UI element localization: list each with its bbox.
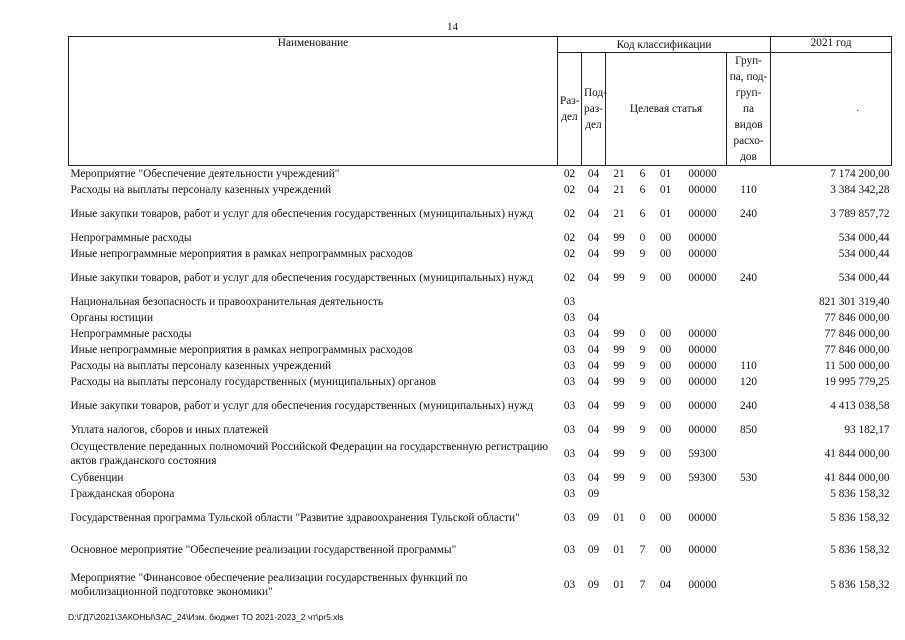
row-razdel: 02 [563, 167, 576, 180]
row-target-event: 01 [659, 183, 672, 196]
row-podrazdel: 04 [587, 375, 600, 388]
row-razdel: 03 [563, 471, 576, 484]
row-target-program: 99 [613, 247, 625, 260]
row-target-direction: 00000 [688, 578, 717, 591]
row-target-event [653, 486, 679, 502]
row-target-program: 99 [613, 231, 625, 244]
row-target-event: 00 [659, 271, 672, 284]
row-target-direction: 00000 [688, 543, 717, 556]
table-row [69, 262, 892, 294]
row-razdel: 02 [563, 207, 576, 220]
row-expense-group: 120 [740, 375, 757, 388]
row-name: Иные закупки товаров, работ и услуг для обеспечения государственных (муниципальных) нужд [70, 207, 533, 220]
row-expense-group [727, 326, 771, 342]
row-target-program: 99 [613, 375, 625, 388]
row-target-direction: 00000 [688, 511, 717, 524]
row-target-program: 99 [613, 359, 625, 372]
row-target-subprogram: 6 [639, 183, 646, 196]
row-podrazdel: 04 [587, 359, 600, 372]
row-target-subprogram: 9 [639, 471, 646, 484]
row-podrazdel: 04 [587, 423, 600, 436]
row-expense-group [727, 438, 771, 470]
row-podrazdel: 04 [587, 271, 600, 284]
table-row [69, 422, 892, 438]
table-row [69, 198, 892, 230]
row-expense-group [727, 486, 771, 502]
row-target-direction [679, 486, 727, 502]
row-target-direction: 00000 [688, 231, 717, 244]
budget-table [68, 36, 892, 604]
row-amount: 534 000,44 [838, 247, 890, 260]
row-name: Непрограммные расходы [70, 327, 192, 340]
row-expense-group [727, 534, 771, 566]
row-expense-group [727, 246, 771, 262]
header-name: Наименование [69, 37, 558, 166]
row-amount: 821 301 319,40 [818, 295, 890, 308]
row-target-direction [679, 294, 727, 310]
row-razdel: 03 [563, 578, 576, 591]
row-amount: 77 846 000,00 [824, 343, 890, 356]
row-target-direction: 00000 [688, 343, 717, 356]
row-name: Расходы на выплаты персоналу казенных учреждений [70, 183, 332, 196]
row-expense-group: 240 [740, 207, 757, 220]
row-razdel: 03 [563, 311, 576, 324]
row-razdel: 02 [563, 271, 576, 284]
row-target-direction: 00000 [688, 327, 717, 340]
row-razdel: 02 [563, 247, 576, 260]
row-target-subprogram: 9 [639, 247, 646, 260]
header-razdel: Раз- дел [558, 53, 582, 166]
row-name: Уплата налогов, сборов и иных платежей [70, 423, 269, 436]
row-razdel: 02 [563, 183, 576, 196]
row-expense-group: 240 [740, 399, 757, 412]
table-row [69, 502, 892, 534]
row-podrazdel: 04 [587, 399, 600, 412]
row-expense-group [727, 230, 771, 246]
row-target-subprogram [633, 294, 653, 310]
row-podrazdel: 04 [587, 447, 600, 460]
row-expense-group: 110 [740, 183, 757, 196]
row-name: Осуществление переданных полномочий Российской Федерации на государственную регистрацию актов гражданского состояния [70, 440, 549, 467]
row-name: Расходы на выплаты персоналу казенных учреждений [70, 359, 332, 372]
row-target-direction: 00000 [688, 399, 717, 412]
row-target-subprogram [633, 310, 653, 326]
row-name: Национальная безопасность и правоохранительная деятельность [70, 295, 384, 308]
row-podrazdel: 04 [587, 207, 600, 220]
table-row [69, 486, 892, 502]
row-expense-group: 240 [740, 271, 757, 284]
row-target-program: 99 [613, 343, 625, 356]
row-target-direction: 00000 [688, 423, 717, 436]
row-name: Иные закупки товаров, работ и услуг для обеспечения государственных (муниципальных) нужд [70, 399, 533, 412]
row-target-subprogram: 9 [639, 399, 646, 412]
header-year: 2021 год [771, 37, 892, 53]
row-target-subprogram: 9 [639, 423, 646, 436]
year-dot: . [856, 103, 860, 114]
row-amount: 7 174 200,00 [830, 167, 890, 180]
row-razdel: 03 [563, 359, 576, 372]
row-target-event: 00 [659, 399, 672, 412]
row-target-event: 00 [659, 375, 672, 388]
row-name: Мероприятие "Финансовое обеспечение реализации государственных функций по мобилизационной подготовке экономики" [70, 571, 468, 598]
row-target-event: 00 [659, 471, 672, 484]
row-target-subprogram: 0 [639, 511, 646, 524]
row-target-event: 00 [659, 247, 672, 260]
row-podrazdel: 04 [587, 311, 600, 324]
table-row [69, 166, 892, 182]
row-target-event: 00 [659, 327, 672, 340]
row-amount: 77 846 000,00 [824, 311, 890, 324]
row-podrazdel: 04 [587, 471, 600, 484]
row-expense-group [727, 166, 771, 182]
row-razdel: 03 [563, 375, 576, 388]
row-razdel: 03 [563, 423, 576, 436]
row-target-subprogram: 0 [639, 231, 646, 244]
row-amount: 3 384 342,28 [830, 183, 890, 196]
header-podrazdel: Под- раз- дел [582, 53, 606, 166]
row-podrazdel: 09 [587, 511, 600, 524]
row-amount: 77 846 000,00 [824, 327, 890, 340]
table-row [69, 310, 892, 326]
row-expense-group: 530 [740, 471, 757, 484]
row-amount: 19 995 779,25 [824, 375, 890, 388]
row-target-direction [679, 310, 727, 326]
header-target-article: Целевая статья [606, 53, 727, 166]
row-amount: 11 500 000,00 [825, 359, 890, 372]
table-row [69, 438, 892, 470]
row-target-direction: 00000 [688, 207, 717, 220]
table-row [69, 326, 892, 342]
row-target-event: 00 [659, 343, 672, 356]
row-amount: 41 844 000,00 [824, 471, 890, 484]
row-name: Непрограммные расходы [70, 231, 192, 244]
row-target-subprogram: 6 [639, 207, 646, 220]
row-target-subprogram: 9 [639, 343, 646, 356]
row-target-subprogram: 6 [639, 167, 646, 180]
row-target-program: 01 [613, 578, 625, 591]
row-target-direction: 00000 [688, 359, 717, 372]
row-target-direction: 59300 [688, 471, 717, 484]
row-target-event: 00 [659, 543, 672, 556]
row-target-event: 00 [659, 511, 672, 524]
table-row [69, 294, 892, 310]
row-target-direction: 00000 [688, 167, 717, 180]
row-podrazdel: 04 [587, 327, 600, 340]
row-expense-group [727, 342, 771, 358]
row-expense-group: 110 [740, 359, 757, 372]
header-code-classification: Код классификации [558, 37, 771, 53]
row-name: Гражданская оборона [70, 487, 175, 500]
row-amount: 5 836 158,32 [830, 487, 890, 500]
row-name: Субвенции [70, 471, 124, 484]
row-target-program: 21 [613, 183, 625, 196]
row-name: Государственная программа Тульской области "Развитие здравоохранения Тульской области" [70, 511, 520, 524]
row-target-program: 99 [613, 471, 625, 484]
row-target-direction: 00000 [688, 271, 717, 284]
row-razdel: 03 [563, 543, 576, 556]
table-row [69, 358, 892, 374]
row-target-program: 21 [613, 167, 625, 180]
row-target-event: 00 [659, 423, 672, 436]
row-target-program: 01 [613, 543, 625, 556]
row-razdel: 03 [563, 327, 576, 340]
row-target-direction: 00000 [688, 183, 717, 196]
row-target-event: 04 [659, 578, 672, 591]
row-name: Иные закупки товаров, работ и услуг для обеспечения государственных (муниципальных) нужд [70, 271, 533, 284]
row-target-event [653, 294, 679, 310]
row-razdel: 03 [563, 487, 576, 500]
table-row [69, 566, 892, 604]
row-target-program [606, 486, 633, 502]
row-target-program: 21 [613, 207, 625, 220]
row-amount: 4 413 038,58 [830, 399, 890, 412]
table-row [69, 534, 892, 566]
table-row [69, 390, 892, 422]
row-target-program [606, 310, 633, 326]
table-row [69, 182, 892, 198]
page-number: 14 [447, 21, 458, 33]
row-name: Органы юстиции [70, 311, 153, 324]
row-amount: 93 182,17 [844, 423, 890, 436]
row-amount: 534 000,44 [838, 231, 890, 244]
table-row [69, 342, 892, 358]
row-expense-group [727, 566, 771, 604]
header-year-sub [771, 53, 892, 166]
budget-rows [69, 166, 892, 604]
row-target-direction: 00000 [688, 375, 717, 388]
row-target-event: 01 [659, 207, 672, 220]
footer-file-path: D:\ГД7\2021\ЗАКОНЫ\ЗАС_24\Изм. бюджет ТО 2021-2023_2 чт\pr5.xls [68, 612, 344, 622]
row-target-subprogram: 9 [639, 447, 646, 460]
row-razdel: 03 [563, 511, 576, 524]
row-target-program: 99 [613, 447, 625, 460]
row-podrazdel: 09 [587, 487, 600, 500]
row-podrazdel: 04 [587, 231, 600, 244]
row-target-event: 00 [659, 231, 672, 244]
row-target-program: 99 [613, 271, 625, 284]
row-podrazdel: 09 [587, 543, 600, 556]
row-razdel: 03 [563, 399, 576, 412]
row-target-program: 01 [613, 511, 625, 524]
row-target-event [653, 310, 679, 326]
row-target-subprogram: 7 [639, 543, 646, 556]
row-expense-group: 850 [740, 423, 757, 436]
row-podrazdel: 04 [587, 247, 600, 260]
row-amount: 5 836 158,32 [830, 543, 890, 556]
row-target-program [606, 294, 633, 310]
row-amount: 5 836 158,32 [830, 578, 890, 591]
row-amount: 3 789 857,72 [830, 207, 890, 220]
row-target-direction: 00000 [688, 247, 717, 260]
row-podrazdel: 04 [587, 343, 600, 356]
row-target-event: 01 [659, 167, 672, 180]
table-row [69, 470, 892, 486]
row-name: Мероприятие "Обеспечение деятельности учреждений" [70, 167, 340, 180]
row-target-subprogram: 9 [639, 359, 646, 372]
row-podrazdel: 04 [587, 183, 600, 196]
row-target-program: 99 [613, 423, 625, 436]
row-target-subprogram: 9 [639, 375, 646, 388]
row-podrazdel: 09 [587, 578, 600, 591]
row-target-subprogram: 0 [639, 327, 646, 340]
row-expense-group [727, 294, 771, 310]
table-row [69, 246, 892, 262]
row-target-direction: 59300 [688, 447, 717, 460]
row-razdel: 03 [563, 343, 576, 356]
row-target-program: 99 [613, 399, 625, 412]
table-row [69, 374, 892, 390]
row-razdel: 02 [563, 231, 576, 244]
row-name: Основное мероприятие "Обеспечение реализации государственной программы" [70, 543, 457, 556]
row-amount: 534 000,44 [838, 271, 890, 284]
row-razdel: 03 [563, 447, 576, 460]
row-name: Иные непрограммные мероприятия в рамках непрограммных расходов [70, 343, 413, 356]
row-name: Расходы на выплаты персоналу государственных (муниципальных) органов [70, 375, 436, 388]
row-target-subprogram: 7 [639, 578, 646, 591]
row-expense-group [727, 310, 771, 326]
row-target-event: 00 [659, 447, 672, 460]
row-target-event: 00 [659, 359, 672, 372]
table-row [69, 230, 892, 246]
row-target-subprogram [633, 486, 653, 502]
row-target-subprogram: 9 [639, 271, 646, 284]
row-podrazdel: 04 [587, 167, 600, 180]
row-razdel: 03 [563, 295, 576, 308]
row-name: Иные непрограммные мероприятия в рамках непрограммных расходов [70, 247, 413, 260]
row-amount: 41 844 000,00 [824, 447, 890, 460]
row-expense-group [727, 502, 771, 534]
row-target-program: 99 [613, 327, 625, 340]
header-group: Груп- па, под- груп- па видов расхо- дов [727, 53, 771, 166]
row-podrazdel [582, 294, 606, 310]
row-amount: 5 836 158,32 [830, 511, 890, 524]
